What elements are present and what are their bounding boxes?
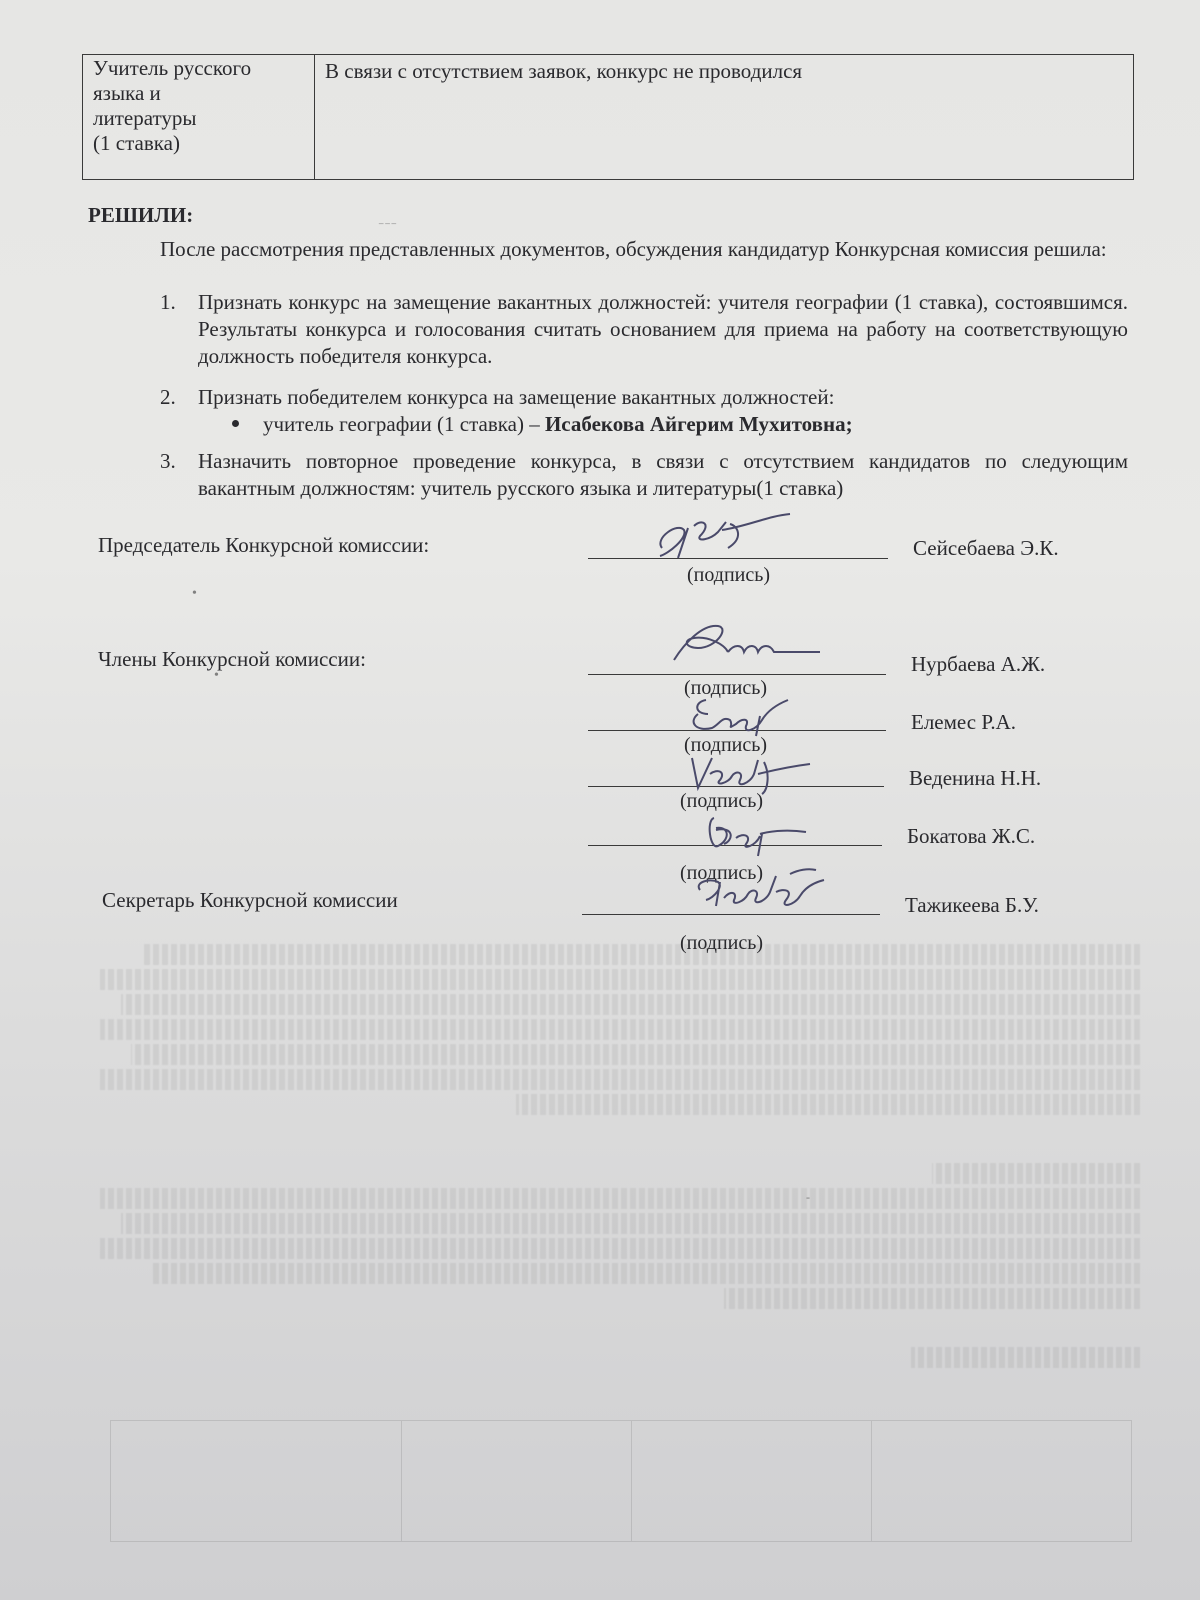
decision-intro: После рассмотрения представленных документов, обсуждения кандидатур Конкурсная комиссия решила: (160, 237, 1107, 261)
signature-caption: (подпись) (687, 564, 771, 586)
stray-mark: • (192, 586, 197, 601)
member-name: Бокатова Ж.С. (907, 824, 1036, 848)
winner-bullet (232, 411, 853, 438)
position-line: Учитель русского (93, 56, 252, 80)
member-name: Нурбаева А.Ж. (911, 652, 1046, 676)
chair-label: Председатель Конкурсной комиссии: (98, 533, 430, 557)
signature-caption: (подпись) (684, 734, 768, 756)
handwritten-signature (700, 810, 810, 858)
member-name: Елемес Р.А. (911, 710, 1017, 734)
signature-caption: (подпись) (680, 932, 764, 954)
handwritten-signature (690, 862, 830, 922)
decided-heading: РЕШИЛИ: (88, 203, 194, 227)
signature-caption: (подпись) (680, 790, 764, 812)
bleed-through-table (110, 1420, 1132, 1542)
chair-name: Сейсебаева Э.К. (913, 536, 1059, 560)
winner-name: Исабекова Айгерим Мухитовна; (544, 412, 853, 436)
position-cell (83, 55, 315, 179)
signature-caption: (подпись) (680, 862, 764, 884)
stray-mark: - (806, 1190, 810, 1204)
handwritten-signature (684, 750, 814, 796)
signature-caption: (подпись) (684, 677, 768, 699)
signature-line (588, 674, 886, 675)
member-name: Веденина Н.Н. (909, 766, 1042, 790)
item-text: Признать победителем конкурса на замещение вакантных должностей: (198, 385, 835, 409)
stray-mark: • (214, 668, 219, 683)
result-cell: В связи с отсутствием заявок, конкурс не проводился (325, 59, 803, 83)
results-table-row (82, 54, 1134, 180)
item-number: 2. (160, 385, 176, 409)
position-line: литературы (93, 106, 197, 130)
item-number: 3. (160, 449, 176, 473)
secretary-name: Тажикеева Б.У. (905, 893, 1039, 917)
members-label: Члены Конкурсной комиссии: (98, 647, 366, 671)
handwritten-signature (664, 604, 824, 674)
bleed-through-text (100, 940, 1140, 1372)
handwritten-signature (648, 508, 798, 564)
winner-position: учитель географии (1 ставка) – (263, 412, 545, 436)
handwritten-signature (686, 690, 796, 740)
bullet-icon (232, 420, 239, 427)
secretary-label: Секретарь Конкурсной комиссии (102, 888, 398, 912)
item-text: Назначить повторное проведение конкурса, в связи с отсутствием кандидатов по следующим вакантным должностям: учитель русского языка и литературы(1 ставка) (198, 449, 1128, 500)
stray-mark: ⁻⁻⁻ (378, 219, 398, 233)
position-line: языка и (93, 81, 161, 105)
item-text: Признать конкурс на замещение вакантных должностей: учителя географии (1 ставка), состоявшимся. Результаты конкурса и голосования считать основанием для приема на работу на соответствующую должность победителя конкурса. (198, 290, 1128, 368)
position-line: (1 ставка) (93, 131, 180, 155)
item-number: 1. (160, 290, 176, 314)
